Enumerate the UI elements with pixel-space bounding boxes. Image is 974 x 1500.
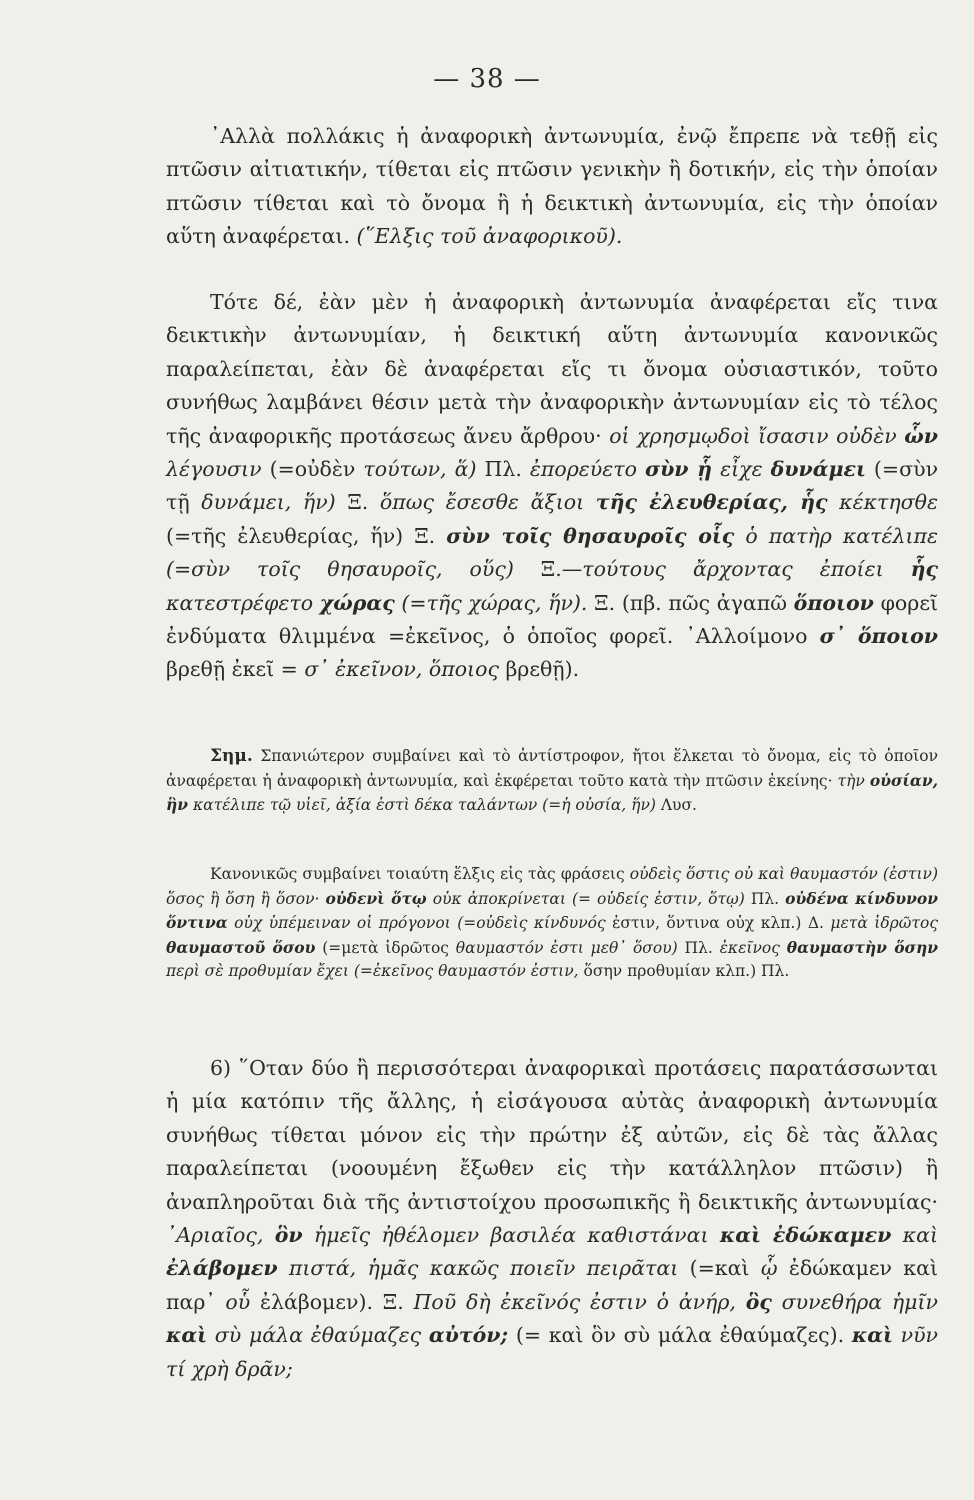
example-bold: θαυμαστοῦ ὅσου bbox=[166, 937, 316, 957]
example-bold: τῆς ἐλευθερίας, ἧς bbox=[595, 490, 828, 515]
example-text: εἶχε bbox=[712, 457, 771, 482]
text-span: ᾿Αλλὰ πολλάκις ἡ ἀναφορικὴ ἀντωνυμία, ἐνῷ ἔπρεπε νὰ τεθῇ εἰς πτῶσιν αἰτιατικήν, τίθεται εἰς πτῶσιν γενικὴν ἢ δοτικήν, εἰς τὴν ὁποίαν πτῶσιν τίθεται καὶ τὸ ὄνομα ἢ ἡ δεικτικὴ ἀντωνυμία, εἰς τὴν ὁποίαν αὕτη ἀναφέρεται. bbox=[166, 124, 938, 249]
example-text: ᾧ bbox=[760, 1256, 778, 1281]
example-bold: ἐλάβομεν bbox=[166, 1256, 278, 1281]
page-number: — 38 — bbox=[433, 64, 541, 94]
text-span: Τότε δέ, ἐὰν μὲν ἡ ἀναφορικὴ ἀντωνυμία ἀναφέρεται εἴς τινα δεικτικὴν ἀντωνυμίαν, ἡ δεικτική αὕτη ἀντωνυμία κανονικῶς παραλείπεται, ἐὰν δὲ ἀναφέρεται εἴς τι ὄνομα οὐσιαστικόν, τοῦτο συνήθως λαμβάνει θέσιν μετὰ τὴν ἀναφορικὴν ἀντωνυμίαν εἰς τὸ τέλος τῆς ἀναφορικῆς προτάσεως ἄνευ ἄρθρου· bbox=[166, 290, 938, 448]
example-text: δυνάμει, ἥν) bbox=[201, 490, 336, 515]
text-span: (=τῆς ἐλευθερίας, ἥν) Ξ. bbox=[166, 523, 447, 548]
example-text: περὶ σὲ προθυμίαν ἔχει (=ἐκεῖνος θαυμαστόν ἐστιν, bbox=[166, 962, 579, 981]
example-text: μετὰ ἱδρῶτος bbox=[830, 914, 939, 933]
text-span: (=οὐδὲν bbox=[261, 457, 364, 482]
example-text: οὐχ ὑπέμειναν οἱ πρόγονοι (=οὐδεὶς κίνδυνός bbox=[227, 914, 606, 933]
example-text: τὴν bbox=[837, 771, 870, 790]
paragraph-relative-pronoun-attraction bbox=[166, 120, 938, 254]
example-text: θαυμαστόν ἐστι μεθ᾿ ὅσου) bbox=[455, 938, 678, 957]
example-bold: σὺν τοῖς θησαυροῖς οἷς bbox=[446, 523, 735, 548]
note-inverse-attraction bbox=[166, 745, 938, 818]
example-bold: χώρας bbox=[319, 590, 395, 615]
example-bold: δυνάμει bbox=[770, 457, 866, 482]
paragraph-coordinated-relatives bbox=[166, 1052, 938, 1386]
source-abbrev: Ξ. bbox=[335, 490, 380, 515]
example-text: οὐδεὶς ὅστις οὐ καὶ θαυμαστόν (ἐστιν) ὅσος ἢ ὅση ἢ ὅσον· bbox=[166, 865, 938, 908]
note-label: Σημ. bbox=[210, 746, 253, 766]
text-span: ἐλάβομεν). Ξ. bbox=[250, 1289, 414, 1314]
text-span: ἐδώκαμεν καὶ παρ᾿ bbox=[166, 1256, 938, 1314]
text-span: Σπανιώτερον συμβαίνει καὶ τὸ ἀντίστροφον, ἤτοι ἕλκεται τὸ ὄνομα, εἰς τὸ ὁποῖον ἀναφέρεται ἡ ἀναφορικὴ ἀντωνυμία, καὶ ἐκφέρεται τοῦτο κατὰ τὴν πτῶσιν ἐκείνης· bbox=[166, 747, 938, 790]
text-span: (=καὶ bbox=[678, 1256, 761, 1281]
text-span: βρεθῇ ἐκεῖ = bbox=[166, 657, 305, 682]
example-text: ἐπορεύετο bbox=[529, 457, 645, 482]
text-span: Ξ. (πβ. πῶς ἀγαπῶ bbox=[587, 590, 794, 615]
example-text: ἡμεῖς ἠθέλομεν βασιλέα καθιστάναι bbox=[302, 1223, 720, 1248]
text-span: ὅσην προθυμίαν κλπ.) Πλ. bbox=[578, 962, 790, 981]
example-bold: ὅποιον bbox=[793, 590, 874, 615]
note-regular-attraction bbox=[166, 863, 938, 984]
example-text: κέκτησθε bbox=[827, 490, 938, 515]
example-bold: καὶ ἐδώκαμεν bbox=[719, 1223, 892, 1248]
example-text: πιστά, ἡμᾶς κακῶς ποιεῖν πειρᾶται bbox=[277, 1256, 679, 1281]
example-bold: αὐτόν; bbox=[428, 1323, 509, 1348]
source-abbrev: Ξ.— bbox=[513, 557, 583, 582]
example-text: οὗ bbox=[225, 1289, 251, 1314]
text-span: Κανονικῶς συμβαίνει τοιαύτη ἕλξις εἰς τὰς φράσεις bbox=[210, 865, 630, 883]
text-span: 6) ῞Οταν δύο ἢ περισσότεραι ἀναφορικαὶ προτάσεις παρατάσσωνται ἡ μία κατόπιν τῆς ἄλλης, ἡ εἰσάγουσα αὐτὰς ἀναφορικὴ ἀντωνυμία συνήθως τίθεται μόνον εἰς τὴν πρώτην ἐξ αὐτῶν, εἰς δὲ τὰς ἄλλας παραλείπεται (νοουμένη ἔξωθεν εἰς τὴν κατάλληλον πτῶσιν) ἢ ἀναπληροῦται διὰ τῆς ἀντιστοίχου προσωπικῆς ἢ δεικτικῆς ἀντωνυμίας· bbox=[166, 1056, 938, 1214]
example-bold: ἧς bbox=[910, 557, 938, 582]
example-text: συνεθήρα ἡμῖν bbox=[771, 1289, 938, 1314]
example-bold: ὃν bbox=[274, 1223, 303, 1248]
source-abbrev: Πλ. bbox=[476, 457, 530, 482]
example-bold: οὐδενὶ ὅτῳ bbox=[325, 888, 427, 908]
example-text: τούτων, ἅ) bbox=[363, 457, 477, 482]
source-abbrev: Πλ. bbox=[744, 889, 786, 908]
example-bold: οὐσίαν, ἣν bbox=[166, 770, 938, 815]
example-text: ἐκεῖνος bbox=[719, 938, 787, 957]
example-bold: σὺν ᾗ bbox=[644, 457, 713, 482]
source-abbrev: Λυσ. bbox=[655, 796, 697, 815]
example-text: νῦν τί χρὴ δρᾶν; bbox=[166, 1323, 938, 1381]
text-span: (=μετὰ ἱδρῶτος bbox=[315, 938, 456, 957]
example-text: ὅπως ἔσεσθε ἄξιοι bbox=[379, 490, 596, 515]
example-text: κατέλιπε τῷ υἱεῖ, ἀξία ἐστὶ δέκα ταλάντων (=ἡ οὐσία, ἥν) bbox=[188, 796, 656, 815]
example-text: οὐκ ἀποκρίνεται (= οὐδείς ἐστιν, ὅτῳ) bbox=[426, 889, 745, 908]
example-text: κατεστρέφετο bbox=[166, 590, 320, 615]
example-bold: καὶ bbox=[166, 1323, 208, 1348]
example-text: ᾿Αριαῖος, bbox=[166, 1223, 275, 1248]
example-bold: καὶ bbox=[851, 1323, 893, 1348]
example-text: (=τῆς χώρας, ἥν). bbox=[394, 590, 588, 615]
example-bold: θαυμαστὴν ὅσην bbox=[786, 937, 938, 957]
source-abbrev: Πλ. bbox=[677, 938, 720, 957]
example-bold: ὧν bbox=[904, 423, 938, 448]
italic-term: (῞Ελξις τοῦ ἀναφορικοῦ). bbox=[356, 224, 623, 249]
example-text: καὶ bbox=[891, 1223, 939, 1248]
example-text: λέγουσιν bbox=[166, 457, 262, 482]
example-text: σ᾿ ἐκεῖνον, ὅποιος bbox=[304, 657, 499, 682]
text-span: ἐστιν, ὅντινα οὐχ κλπ.) Δ. bbox=[605, 914, 831, 933]
paragraph-demonstrative-omission bbox=[166, 286, 938, 687]
text-span: βρεθῇ). bbox=[498, 657, 580, 682]
example-text: Ποῦ δὴ ἐκεῖνός ἐστιν ὁ ἀνήρ, bbox=[413, 1289, 746, 1314]
text-span: (=σὺν τῇ bbox=[166, 457, 939, 515]
text-span: (= καὶ ὃν σὺ μάλα ἐθαύμαζες). bbox=[508, 1323, 852, 1348]
example-text: τούτους ἄρχοντας ἐποίει bbox=[582, 557, 911, 582]
text-span: φορεῖ ἐνδύματα θλιμμένα =ἐκεῖνος, ὁ ὁποῖος φορεῖ. ᾿Αλλοίμονο bbox=[166, 590, 938, 649]
example-text: σὺ μάλα ἐθαύμαζες bbox=[207, 1323, 429, 1348]
example-bold: οὐδένα κίνδυνον ὅντινα bbox=[166, 888, 939, 933]
example-bold: ὃς bbox=[745, 1289, 772, 1314]
example-bold: σ᾿ ὅποιον bbox=[819, 624, 938, 649]
example-text: ὁ πατὴρ κατέλιπε (=σὺν τοῖς θησαυροῖς, οὕς) bbox=[166, 523, 938, 582]
example-text: οἱ χρησμῳδοὶ ἴσασιν οὐδὲν bbox=[609, 423, 905, 448]
